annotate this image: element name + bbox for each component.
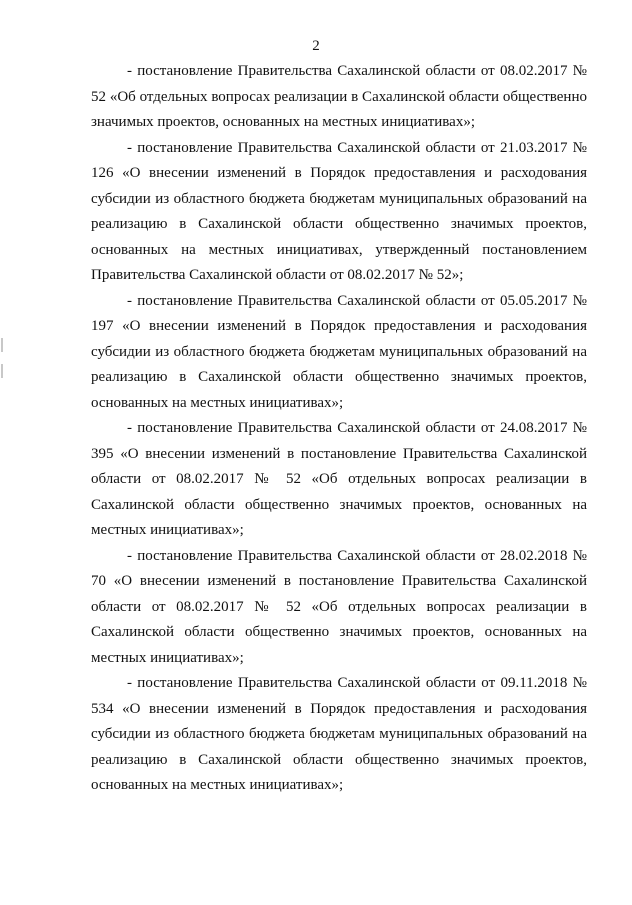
scan-edge-mark xyxy=(1,364,3,378)
list-item-resolution-5: - постановление Правительства Сахалинской области от 28.02.2018 № 70 «О внесении изменений в постановление Правительства Сахалинской области от 08.02.2017 № 52 «Об отдельных вопросах реализации в Сахалинской области общественно значимых проектов, основанных на местных инициативах»; xyxy=(91,547,587,666)
list-item-resolution-6: - постановление Правительства Сахалинской области от 09.11.2018 № 534 «О внесении изменений в Порядок предоставления и расходования субсидии из областного бюджета бюджетам муниципальных образований на реализацию в Сахалинской области общественно значимых проектов, основанных на местных инициативах»; xyxy=(91,675,587,793)
list-item-resolution-1: - постановление Правительства Сахалинской области от 08.02.2017 № 52 «Об отдельных вопросах реализации в Сахалинской области общественно значимых проектов, основанных на местных инициативах»; xyxy=(91,63,587,130)
list-item-resolution-4: - постановление Правительства Сахалинской области от 24.08.2017 № 395 «О внесении изменений в постановление Правительства Сахалинской области от 08.02.2017 № 52 «Об отдельных вопросах реализации в Сахалинской области общественно значимых проектов, основанных на местных инициативах»; xyxy=(91,420,587,538)
list-item-resolution-3: - постановление Правительства Сахалинской области от 05.05.2017 № 197 «О внесении изменений в Порядок предоставления и расходования субсидии из областного бюджета бюджетам муниципальных образований на реализацию в Сахалинской области общественно значимых проектов, основанных на местных инициативах»; xyxy=(91,292,587,411)
list-item-resolution-2: - постановление Правительства Сахалинской области от 21.03.2017 № 126 «О внесении изменений в Порядок предоставления и расходования субсидии из областного бюджета бюджетам муниципальных образований на реализацию в Сахалинской области общественно значимых проектов, основанных на местных инициативах, утвержденный постановлением Правительства Сахалинской области от 08.02.2017 № 52»; xyxy=(91,139,587,283)
page-number: 2 xyxy=(312,38,320,54)
scan-edge-mark xyxy=(1,338,3,352)
document-body xyxy=(91,59,587,799)
